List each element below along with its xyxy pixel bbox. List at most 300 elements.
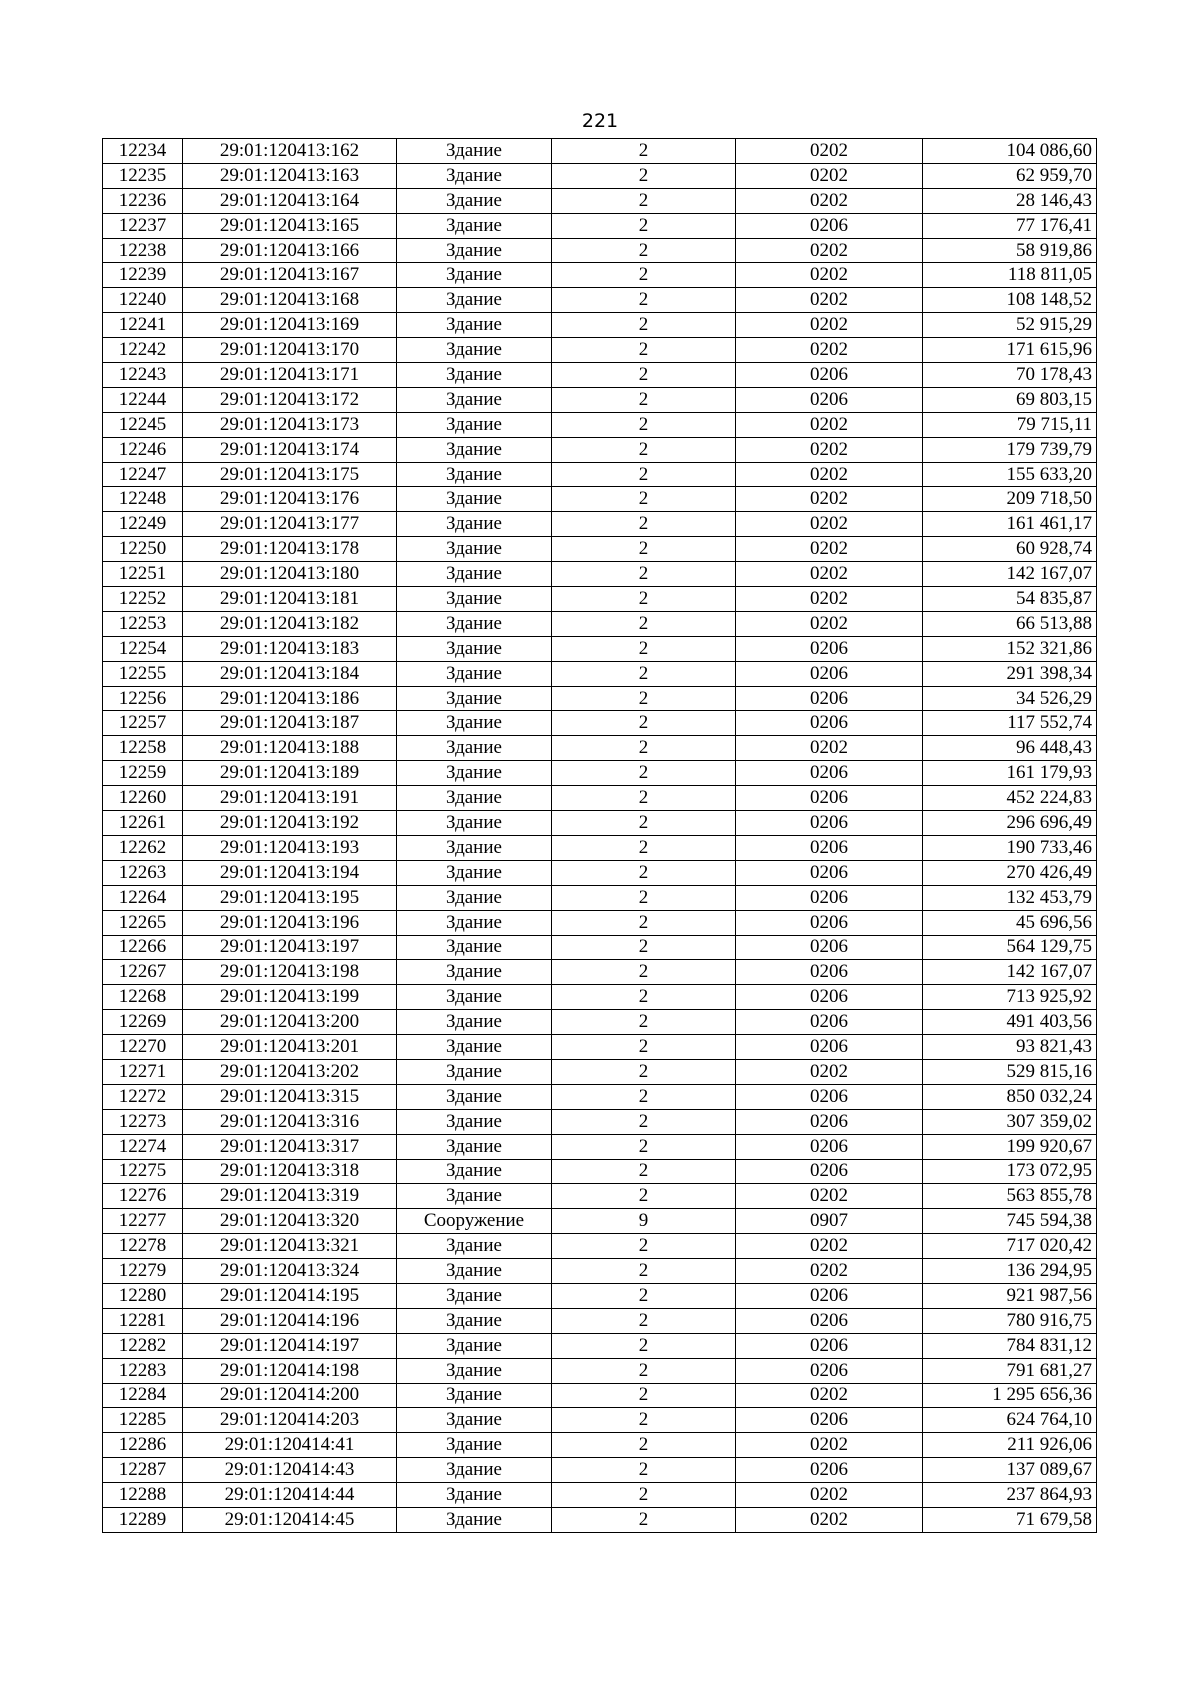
cadastral-number-cell: 29:01:120414:197 — [183, 1333, 397, 1358]
group-code-cell: 2 — [552, 1333, 736, 1358]
object-type-cell: Здание — [397, 661, 552, 686]
group-code-cell: 2 — [552, 985, 736, 1010]
table-row — [103, 786, 1097, 811]
cadastral-number-cell: 29:01:120413:171 — [183, 363, 397, 388]
table-row — [103, 910, 1097, 935]
type-code-cell: 0202 — [736, 1483, 923, 1508]
object-type-cell: Здание — [397, 387, 552, 412]
cadastral-number-cell: 29:01:120413:200 — [183, 1010, 397, 1035]
table-row — [103, 736, 1097, 761]
group-code-cell: 2 — [552, 1433, 736, 1458]
cadastral-number-cell: 29:01:120413:176 — [183, 487, 397, 512]
row-number-cell: 12248 — [103, 487, 183, 512]
row-number-cell: 12275 — [103, 1159, 183, 1184]
table-row — [103, 935, 1097, 960]
row-number-cell: 12256 — [103, 686, 183, 711]
row-number-cell: 12259 — [103, 761, 183, 786]
cadastral-value-cell: 190 733,46 — [923, 835, 1097, 860]
row-number-cell: 12289 — [103, 1507, 183, 1532]
object-type-cell: Здание — [397, 537, 552, 562]
object-type-cell: Здание — [397, 512, 552, 537]
group-code-cell: 2 — [552, 1383, 736, 1408]
table-row — [103, 885, 1097, 910]
cadastral-value-cell: 307 359,02 — [923, 1109, 1097, 1134]
row-number-cell: 12285 — [103, 1408, 183, 1433]
row-number-cell: 12236 — [103, 188, 183, 213]
group-code-cell: 2 — [552, 1458, 736, 1483]
row-number-cell: 12242 — [103, 338, 183, 363]
cadastral-number-cell: 29:01:120413:324 — [183, 1259, 397, 1284]
cadastral-number-cell: 29:01:120413:187 — [183, 711, 397, 736]
type-code-cell: 0206 — [736, 761, 923, 786]
table-row — [103, 163, 1097, 188]
cadastral-value-cell: 155 633,20 — [923, 462, 1097, 487]
object-type-cell: Здание — [397, 910, 552, 935]
cadastral-value-cell: 173 072,95 — [923, 1159, 1097, 1184]
table-row — [103, 263, 1097, 288]
cadastral-value-cell: 77 176,41 — [923, 213, 1097, 238]
table-row — [103, 761, 1097, 786]
type-code-cell: 0206 — [736, 1283, 923, 1308]
group-code-cell: 2 — [552, 1507, 736, 1532]
type-code-cell: 0202 — [736, 736, 923, 761]
type-code-cell: 0202 — [736, 1234, 923, 1259]
type-code-cell: 0202 — [736, 163, 923, 188]
group-code-cell: 2 — [552, 313, 736, 338]
object-type-cell: Здание — [397, 1283, 552, 1308]
type-code-cell: 0202 — [736, 1383, 923, 1408]
cadastral-value-cell: 491 403,56 — [923, 1010, 1097, 1035]
object-type-cell: Здание — [397, 437, 552, 462]
type-code-cell: 0206 — [736, 1358, 923, 1383]
type-code-cell: 0202 — [736, 587, 923, 612]
table-row — [103, 1358, 1097, 1383]
group-code-cell: 2 — [552, 811, 736, 836]
object-type-cell: Здание — [397, 1134, 552, 1159]
cadastral-value-cell: 850 032,24 — [923, 1084, 1097, 1109]
cadastral-value-cell: 171 615,96 — [923, 338, 1097, 363]
table-row — [103, 686, 1097, 711]
cadastral-value-cell: 142 167,07 — [923, 960, 1097, 985]
object-type-cell: Здание — [397, 1109, 552, 1134]
group-code-cell: 2 — [552, 611, 736, 636]
cadastral-value-cell: 624 764,10 — [923, 1408, 1097, 1433]
group-code-cell: 2 — [552, 636, 736, 661]
cadastral-number-cell: 29:01:120414:44 — [183, 1483, 397, 1508]
type-code-cell: 0206 — [736, 686, 923, 711]
cadastral-number-cell: 29:01:120413:182 — [183, 611, 397, 636]
group-code-cell: 2 — [552, 711, 736, 736]
object-type-cell: Здание — [397, 587, 552, 612]
table-row — [103, 1383, 1097, 1408]
cadastral-number-cell: 29:01:120414:203 — [183, 1408, 397, 1433]
row-number-cell: 12279 — [103, 1259, 183, 1284]
cadastral-value-cell: 60 928,74 — [923, 537, 1097, 562]
cadastral-value-cell: 152 321,86 — [923, 636, 1097, 661]
row-number-cell: 12239 — [103, 263, 183, 288]
cadastral-value-cell: 104 086,60 — [923, 139, 1097, 164]
cadastral-value-cell: 132 453,79 — [923, 885, 1097, 910]
table-row — [103, 1483, 1097, 1508]
group-code-cell: 2 — [552, 512, 736, 537]
group-code-cell: 2 — [552, 1408, 736, 1433]
cadastral-number-cell: 29:01:120413:169 — [183, 313, 397, 338]
object-type-cell: Здание — [397, 1358, 552, 1383]
group-code-cell: 2 — [552, 163, 736, 188]
row-number-cell: 12264 — [103, 885, 183, 910]
group-code-cell: 2 — [552, 1159, 736, 1184]
group-code-cell: 2 — [552, 587, 736, 612]
cadastral-value-cell: 69 803,15 — [923, 387, 1097, 412]
row-number-cell: 12260 — [103, 786, 183, 811]
table-row — [103, 611, 1097, 636]
object-type-cell: Здание — [397, 188, 552, 213]
table-row — [103, 1059, 1097, 1084]
row-number-cell: 12267 — [103, 960, 183, 985]
table-row — [103, 288, 1097, 313]
cadastral-value-cell: 142 167,07 — [923, 562, 1097, 587]
object-type-cell: Здание — [397, 1458, 552, 1483]
object-type-cell: Здание — [397, 885, 552, 910]
object-type-cell: Здание — [397, 611, 552, 636]
row-number-cell: 12266 — [103, 935, 183, 960]
cadastral-value-cell: 291 398,34 — [923, 661, 1097, 686]
row-number-cell: 12276 — [103, 1184, 183, 1209]
row-number-cell: 12288 — [103, 1483, 183, 1508]
type-code-cell: 0206 — [736, 1458, 923, 1483]
row-number-cell: 12270 — [103, 1035, 183, 1060]
object-type-cell: Здание — [397, 1035, 552, 1060]
row-number-cell: 12245 — [103, 412, 183, 437]
group-code-cell: 2 — [552, 935, 736, 960]
row-number-cell: 12283 — [103, 1358, 183, 1383]
table-row — [103, 1134, 1097, 1159]
type-code-cell: 0202 — [736, 512, 923, 537]
table-row — [103, 1507, 1097, 1532]
object-type-cell: Здание — [397, 1059, 552, 1084]
cadastral-number-cell: 29:01:120413:184 — [183, 661, 397, 686]
object-type-cell: Здание — [397, 1084, 552, 1109]
object-type-cell: Здание — [397, 462, 552, 487]
object-type-cell: Здание — [397, 636, 552, 661]
row-number-cell: 12268 — [103, 985, 183, 1010]
table-body — [103, 139, 1097, 1533]
row-number-cell: 12250 — [103, 537, 183, 562]
row-number-cell: 12278 — [103, 1234, 183, 1259]
cadastral-number-cell: 29:01:120414:198 — [183, 1358, 397, 1383]
cadastral-number-cell: 29:01:120413:316 — [183, 1109, 397, 1134]
row-number-cell: 12269 — [103, 1010, 183, 1035]
row-number-cell: 12243 — [103, 363, 183, 388]
cadastral-number-cell: 29:01:120413:317 — [183, 1134, 397, 1159]
cadastral-number-cell: 29:01:120413:180 — [183, 562, 397, 587]
row-number-cell: 12246 — [103, 437, 183, 462]
cadastral-number-cell: 29:01:120413:195 — [183, 885, 397, 910]
cadastral-number-cell: 29:01:120413:170 — [183, 338, 397, 363]
row-number-cell: 12286 — [103, 1433, 183, 1458]
row-number-cell: 12261 — [103, 811, 183, 836]
type-code-cell: 0206 — [736, 213, 923, 238]
cadastral-number-cell: 29:01:120413:162 — [183, 139, 397, 164]
cadastral-number-cell: 29:01:120413:163 — [183, 163, 397, 188]
group-code-cell: 2 — [552, 860, 736, 885]
row-number-cell: 12284 — [103, 1383, 183, 1408]
object-type-cell: Здание — [397, 1383, 552, 1408]
cadastral-value-cell: 161 179,93 — [923, 761, 1097, 786]
type-code-cell: 0202 — [736, 412, 923, 437]
cadastral-value-cell: 784 831,12 — [923, 1333, 1097, 1358]
row-number-cell: 12235 — [103, 163, 183, 188]
object-type-cell: Здание — [397, 1010, 552, 1035]
cadastral-value-cell: 28 146,43 — [923, 188, 1097, 213]
object-type-cell: Здание — [397, 1184, 552, 1209]
type-code-cell: 0206 — [736, 1010, 923, 1035]
cadastral-number-cell: 29:01:120414:195 — [183, 1283, 397, 1308]
cadastral-number-cell: 29:01:120414:45 — [183, 1507, 397, 1532]
object-type-cell: Здание — [397, 487, 552, 512]
type-code-cell: 0206 — [736, 1333, 923, 1358]
cadastral-number-cell: 29:01:120413:319 — [183, 1184, 397, 1209]
table-row — [103, 462, 1097, 487]
group-code-cell: 2 — [552, 1134, 736, 1159]
type-code-cell: 0206 — [736, 860, 923, 885]
row-number-cell: 12277 — [103, 1209, 183, 1234]
cadastral-number-cell: 29:01:120413:191 — [183, 786, 397, 811]
object-type-cell: Здание — [397, 711, 552, 736]
cadastral-value-cell: 137 089,67 — [923, 1458, 1097, 1483]
cadastral-value-cell: 717 020,42 — [923, 1234, 1097, 1259]
group-code-cell: 2 — [552, 562, 736, 587]
row-number-cell: 12280 — [103, 1283, 183, 1308]
group-code-cell: 2 — [552, 885, 736, 910]
table-row — [103, 1259, 1097, 1284]
row-number-cell: 12265 — [103, 910, 183, 935]
object-type-cell: Здание — [397, 338, 552, 363]
row-number-cell: 12281 — [103, 1308, 183, 1333]
cadastral-value-cell: 54 835,87 — [923, 587, 1097, 612]
group-code-cell: 2 — [552, 363, 736, 388]
table-row — [103, 238, 1097, 263]
table-row — [103, 1159, 1097, 1184]
object-type-cell: Здание — [397, 163, 552, 188]
object-type-cell: Здание — [397, 1408, 552, 1433]
table-row — [103, 661, 1097, 686]
cadastral-value-cell: 108 148,52 — [923, 288, 1097, 313]
type-code-cell: 0206 — [736, 661, 923, 686]
group-code-cell: 2 — [552, 1308, 736, 1333]
type-code-cell: 0206 — [736, 711, 923, 736]
cadastral-value-cell: 96 448,43 — [923, 736, 1097, 761]
registry-table — [102, 138, 1097, 1533]
cadastral-value-cell: 161 461,17 — [923, 512, 1097, 537]
group-code-cell: 2 — [552, 139, 736, 164]
table-row — [103, 338, 1097, 363]
cadastral-value-cell: 780 916,75 — [923, 1308, 1097, 1333]
group-code-cell: 2 — [552, 1234, 736, 1259]
type-code-cell: 0202 — [736, 1507, 923, 1532]
table-row — [103, 1209, 1097, 1234]
object-type-cell: Здание — [397, 960, 552, 985]
object-type-cell: Здание — [397, 786, 552, 811]
group-code-cell: 2 — [552, 213, 736, 238]
cadastral-number-cell: 29:01:120413:198 — [183, 960, 397, 985]
row-number-cell: 12274 — [103, 1134, 183, 1159]
table-row — [103, 213, 1097, 238]
row-number-cell: 12240 — [103, 288, 183, 313]
object-type-cell: Здание — [397, 1308, 552, 1333]
cadastral-value-cell: 93 821,43 — [923, 1035, 1097, 1060]
group-code-cell: 2 — [552, 462, 736, 487]
group-code-cell: 2 — [552, 487, 736, 512]
group-code-cell: 2 — [552, 835, 736, 860]
cadastral-value-cell: 117 552,74 — [923, 711, 1097, 736]
cadastral-number-cell: 29:01:120413:183 — [183, 636, 397, 661]
object-type-cell: Здание — [397, 1433, 552, 1458]
type-code-cell: 0202 — [736, 313, 923, 338]
table-row — [103, 1308, 1097, 1333]
object-type-cell: Здание — [397, 835, 552, 860]
type-code-cell: 0206 — [736, 1159, 923, 1184]
cadastral-value-cell: 199 920,67 — [923, 1134, 1097, 1159]
group-code-cell: 2 — [552, 1259, 736, 1284]
page-number: 221 — [581, 110, 619, 132]
group-code-cell: 2 — [552, 263, 736, 288]
cadastral-value-cell: 745 594,38 — [923, 1209, 1097, 1234]
group-code-cell: 2 — [552, 1059, 736, 1084]
cadastral-value-cell: 34 526,29 — [923, 686, 1097, 711]
object-type-cell: Здание — [397, 860, 552, 885]
row-number-cell: 12258 — [103, 736, 183, 761]
type-code-cell: 0907 — [736, 1209, 923, 1234]
table-row — [103, 437, 1097, 462]
cadastral-value-cell: 713 925,92 — [923, 985, 1097, 1010]
row-number-cell: 12272 — [103, 1084, 183, 1109]
cadastral-number-cell: 29:01:120413:201 — [183, 1035, 397, 1060]
cadastral-number-cell: 29:01:120413:189 — [183, 761, 397, 786]
row-number-cell: 12287 — [103, 1458, 183, 1483]
type-code-cell: 0202 — [736, 288, 923, 313]
table-row — [103, 1333, 1097, 1358]
table-row — [103, 1184, 1097, 1209]
object-type-cell: Здание — [397, 686, 552, 711]
cadastral-value-cell: 529 815,16 — [923, 1059, 1097, 1084]
object-type-cell: Здание — [397, 288, 552, 313]
table-row — [103, 412, 1097, 437]
row-number-cell: 12252 — [103, 587, 183, 612]
cadastral-value-cell: 179 739,79 — [923, 437, 1097, 462]
cadastral-number-cell: 29:01:120413:194 — [183, 860, 397, 885]
type-code-cell: 0206 — [736, 935, 923, 960]
object-type-cell: Здание — [397, 1333, 552, 1358]
type-code-cell: 0202 — [736, 462, 923, 487]
group-code-cell: 2 — [552, 736, 736, 761]
cadastral-number-cell: 29:01:120413:172 — [183, 387, 397, 412]
cadastral-number-cell: 29:01:120413:321 — [183, 1234, 397, 1259]
cadastral-number-cell: 29:01:120413:167 — [183, 263, 397, 288]
cadastral-value-cell: 70 178,43 — [923, 363, 1097, 388]
cadastral-number-cell: 29:01:120413:186 — [183, 686, 397, 711]
table-row — [103, 835, 1097, 860]
table-row — [103, 487, 1097, 512]
table-row — [103, 636, 1097, 661]
type-code-cell: 0202 — [736, 1184, 923, 1209]
type-code-cell: 0206 — [736, 985, 923, 1010]
cadastral-value-cell: 52 915,29 — [923, 313, 1097, 338]
cadastral-number-cell: 29:01:120413:192 — [183, 811, 397, 836]
type-code-cell: 0206 — [736, 363, 923, 388]
row-number-cell: 12257 — [103, 711, 183, 736]
group-code-cell: 2 — [552, 1010, 736, 1035]
row-number-cell: 12263 — [103, 860, 183, 885]
row-number-cell: 12271 — [103, 1059, 183, 1084]
table-row — [103, 1458, 1097, 1483]
group-code-cell: 2 — [552, 1184, 736, 1209]
table-row — [103, 188, 1097, 213]
group-code-cell: 2 — [552, 288, 736, 313]
cadastral-number-cell: 29:01:120413:188 — [183, 736, 397, 761]
group-code-cell: 2 — [552, 1358, 736, 1383]
type-code-cell: 0202 — [736, 487, 923, 512]
cadastral-number-cell: 29:01:120413:197 — [183, 935, 397, 960]
cadastral-value-cell: 136 294,95 — [923, 1259, 1097, 1284]
cadastral-number-cell: 29:01:120414:41 — [183, 1433, 397, 1458]
type-code-cell: 0206 — [736, 1109, 923, 1134]
table-row — [103, 711, 1097, 736]
table-row — [103, 1234, 1097, 1259]
object-type-cell: Здание — [397, 412, 552, 437]
type-code-cell: 0202 — [736, 238, 923, 263]
group-code-cell: 2 — [552, 1483, 736, 1508]
cadastral-number-cell: 29:01:120413:173 — [183, 412, 397, 437]
group-code-cell: 2 — [552, 786, 736, 811]
table-row — [103, 363, 1097, 388]
cadastral-number-cell: 29:01:120413:315 — [183, 1084, 397, 1109]
row-number-cell: 12253 — [103, 611, 183, 636]
cadastral-number-cell: 29:01:120413:202 — [183, 1059, 397, 1084]
cadastral-value-cell: 118 811,05 — [923, 263, 1097, 288]
group-code-cell: 2 — [552, 537, 736, 562]
table-row — [103, 387, 1097, 412]
table-row — [103, 960, 1097, 985]
cadastral-value-cell: 921 987,56 — [923, 1283, 1097, 1308]
group-code-cell: 2 — [552, 387, 736, 412]
table-row — [103, 1084, 1097, 1109]
group-code-cell: 2 — [552, 1084, 736, 1109]
row-number-cell: 12251 — [103, 562, 183, 587]
group-code-cell: 2 — [552, 960, 736, 985]
cadastral-value-cell: 791 681,27 — [923, 1358, 1097, 1383]
object-type-cell: Сооружение — [397, 1209, 552, 1234]
group-code-cell: 2 — [552, 238, 736, 263]
table-row — [103, 1010, 1097, 1035]
type-code-cell: 0206 — [736, 1134, 923, 1159]
cadastral-number-cell: 29:01:120413:165 — [183, 213, 397, 238]
table-row — [103, 985, 1097, 1010]
table-row — [103, 860, 1097, 885]
cadastral-value-cell: 237 864,93 — [923, 1483, 1097, 1508]
type-code-cell: 0206 — [736, 910, 923, 935]
type-code-cell: 0202 — [736, 139, 923, 164]
object-type-cell: Здание — [397, 1483, 552, 1508]
row-number-cell: 12234 — [103, 139, 183, 164]
object-type-cell: Здание — [397, 562, 552, 587]
type-code-cell: 0206 — [736, 1408, 923, 1433]
object-type-cell: Здание — [397, 1234, 552, 1259]
cadastral-value-cell: 58 919,86 — [923, 238, 1097, 263]
group-code-cell: 2 — [552, 1109, 736, 1134]
table-row — [103, 1283, 1097, 1308]
row-number-cell: 12282 — [103, 1333, 183, 1358]
